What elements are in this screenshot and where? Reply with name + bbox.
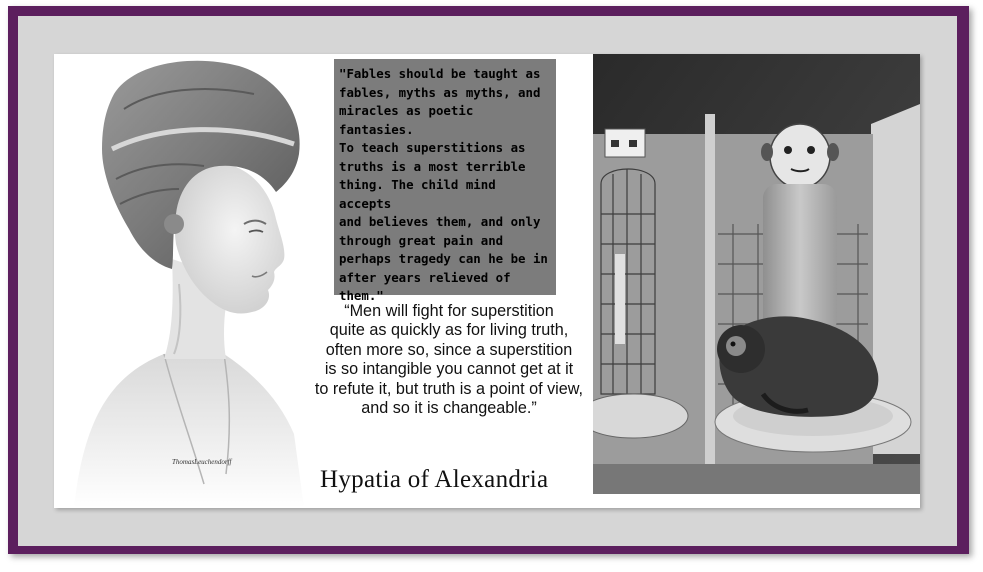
superstition-quote-line: and so it is changeable.”	[361, 399, 537, 418]
superstition-quote-line: to refute it, but truth is a point of view,	[314, 379, 584, 398]
fables-quote-line: them."	[339, 288, 384, 303]
caption-title: Hypatia of Alexandria	[320, 466, 549, 493]
fables-quote-line: and believes them, and only	[339, 214, 541, 229]
fables-quote-line: perhaps tragedy can he be in	[339, 251, 548, 266]
fables-quote-line: fables, myths as myths, and	[339, 84, 541, 100]
fables-quote-line: through great pain and	[339, 232, 504, 248]
fables-quote-box	[334, 59, 556, 303]
fables-quote-line: "Fables should be taught as	[339, 66, 541, 81]
superstition-quote-line: is so intangible you cannot get at it	[324, 360, 574, 379]
fables-quote-line: after years relieved of	[339, 269, 511, 285]
fables-quote-line: truths is a most terrible	[339, 158, 526, 174]
slide-image	[54, 54, 920, 508]
fables-quote-line: thing. The child mind accepts	[339, 177, 496, 211]
superstition-quote	[299, 302, 599, 418]
superstition-quote-line: quite as quickly as for living truth,	[329, 321, 569, 340]
superstition-quote-line: often more so, since a superstition	[325, 340, 573, 359]
artist-signature: ThomasLeuchendorff	[172, 458, 232, 466]
fables-quote-line: miracles as poetic fantasies.	[339, 103, 474, 137]
fables-quote-line: To teach superstitions as	[339, 140, 526, 155]
monkey-cage-photo	[593, 54, 920, 494]
hypatia-portrait	[54, 54, 334, 508]
superstition-quote-line: “Men will fight for superstition	[344, 302, 554, 320]
